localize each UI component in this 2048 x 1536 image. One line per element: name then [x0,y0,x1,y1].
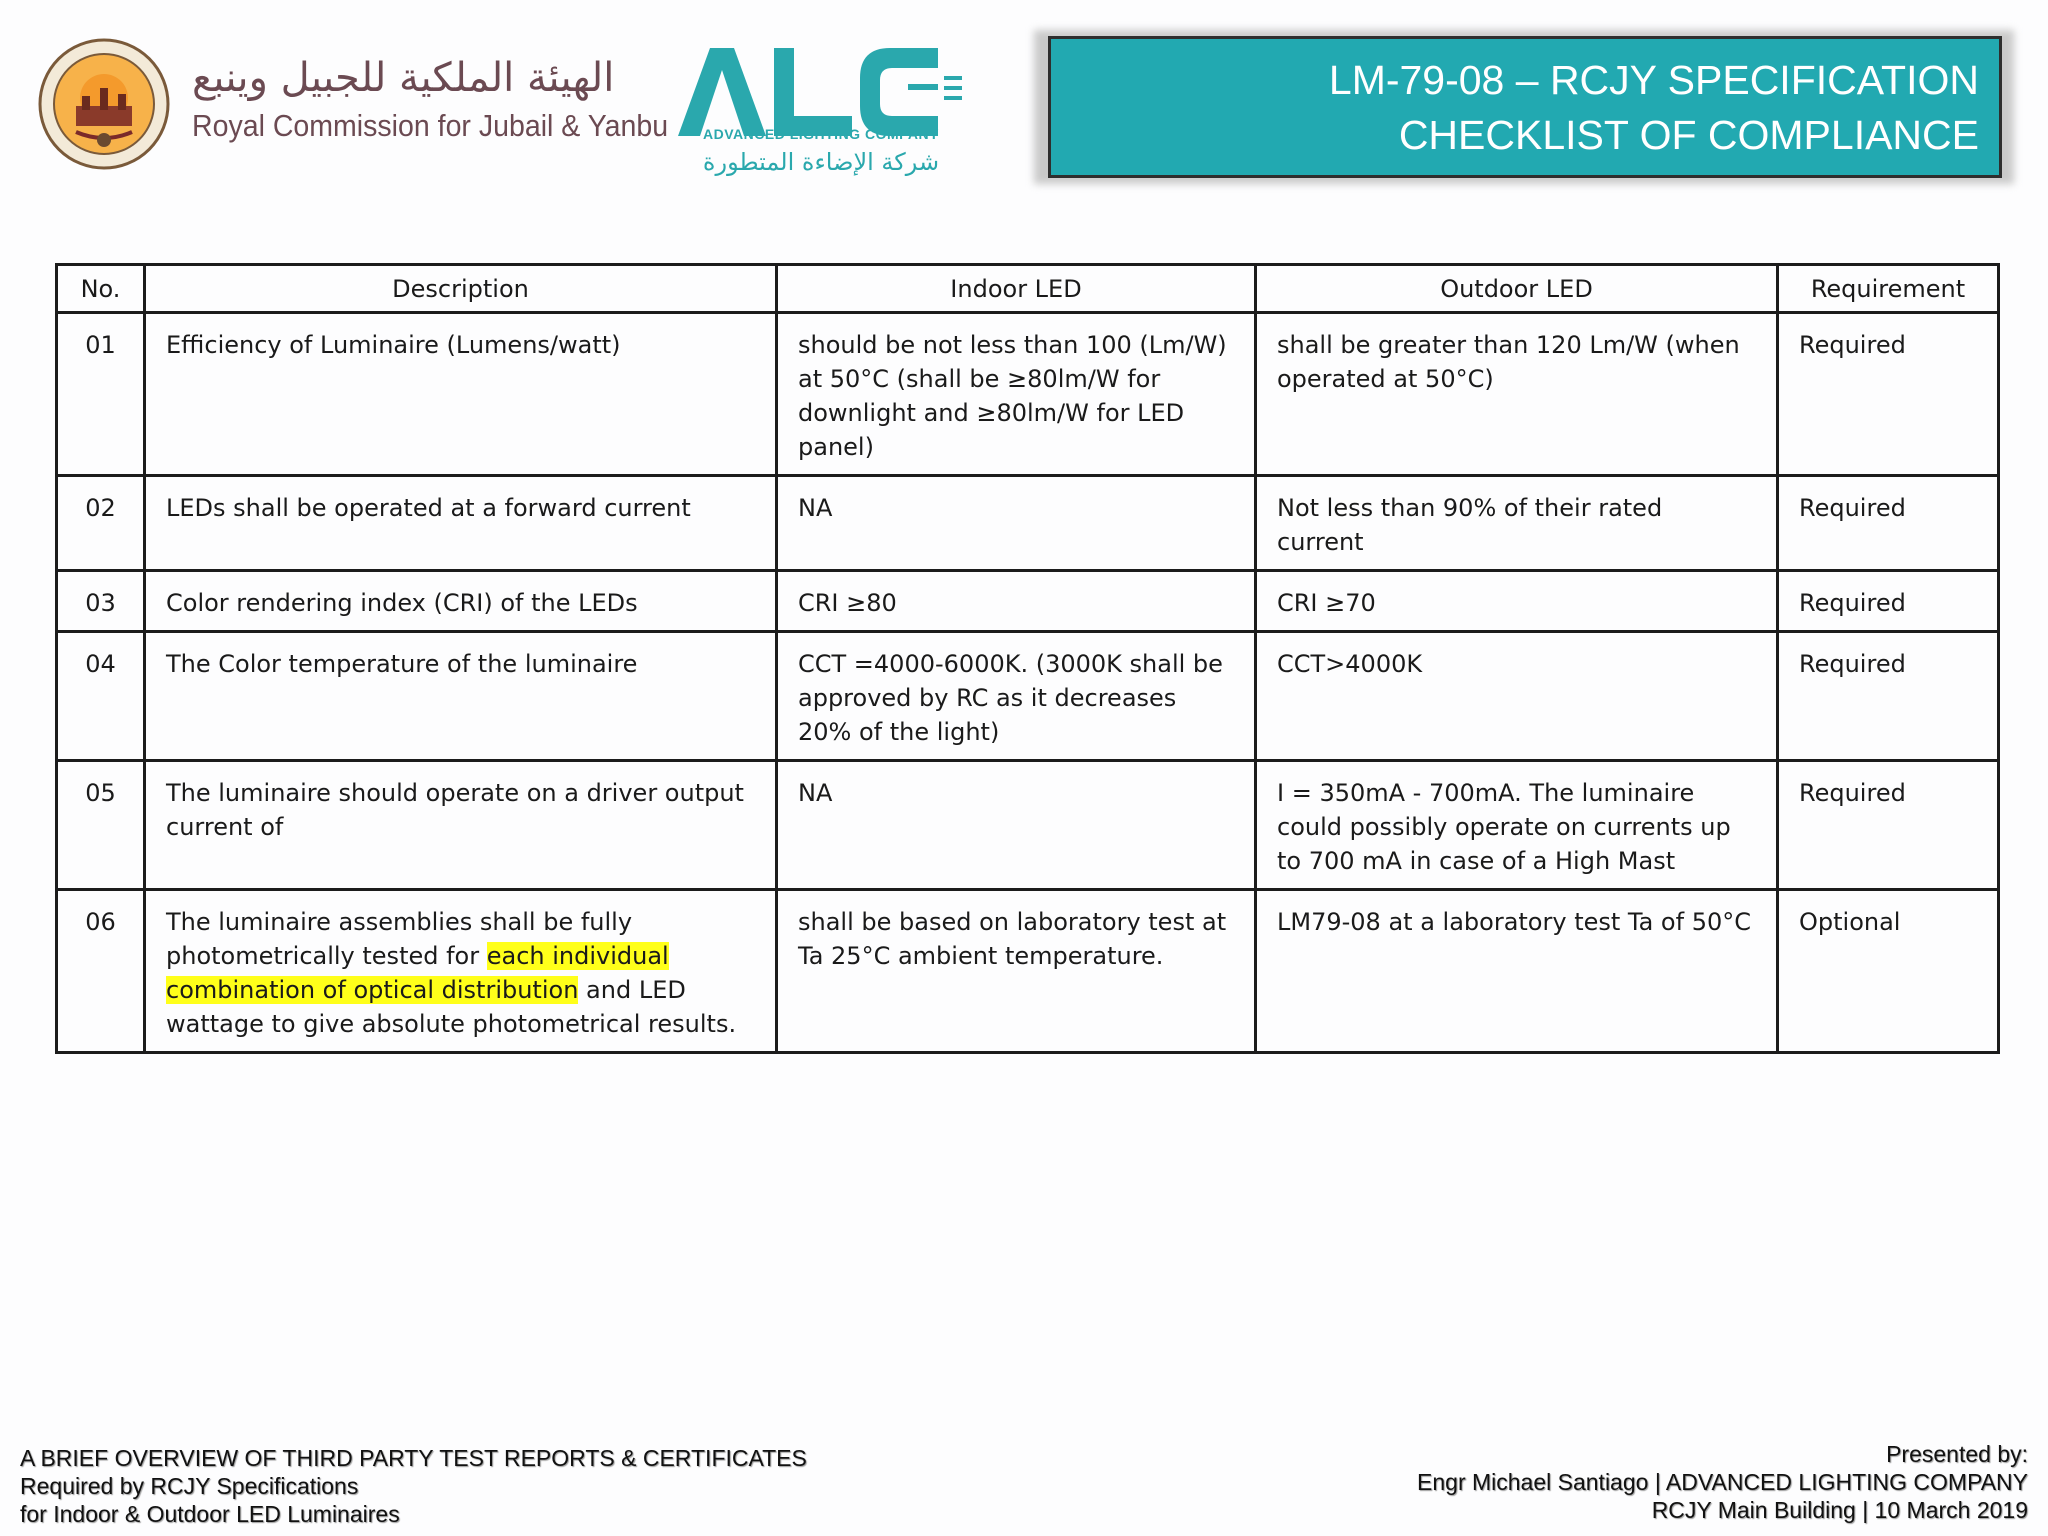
title-line-2: CHECKLIST OF COMPLIANCE [1398,112,1979,158]
row-number: 04 [57,632,145,761]
row-outdoor-led: CRI ≥70 [1256,571,1778,632]
table-header-row [57,265,1999,313]
row-description: The luminaire should operate on a driver output current of [145,761,777,890]
table-row [57,476,1999,571]
footer-presentation-info [20,1444,807,1528]
row-requirement: Required [1778,313,1999,476]
row-number: 03 [57,571,145,632]
page-title [1048,36,2002,178]
row-requirement: Required [1778,476,1999,571]
row-outdoor-led: CCT>4000K [1256,632,1778,761]
royal-commission-name [192,52,669,146]
header-description: Description [145,265,777,313]
row-indoor-led: NA [777,476,1256,571]
alc-arabic-name: شركة الإضاءة المتطورة [702,148,940,176]
row-number: 01 [57,313,145,476]
row-outdoor-led: I = 350mA - 700mA. The luminaire could possibly operate on currents up to 700 mA in case of a High Mast [1256,761,1778,890]
rc-arabic-name: الهيئة الملكية للجبيل وينبع [192,55,615,101]
row-requirement: Required [1778,632,1999,761]
row-outdoor-led: LM79-08 at a laboratory test Ta of 50°C [1256,890,1778,1053]
header-no: No. [57,265,145,313]
table-row [57,890,1999,1053]
row-description: LEDs shall be operated at a forward current [145,476,777,571]
row-number: 02 [57,476,145,571]
table-row [57,761,1999,890]
row-indoor-led: NA [777,761,1256,890]
description-text: The luminaire assemblies shall be fully photometrically tested for [166,908,633,970]
row-outdoor-led: shall be greater than 120 Lm/W (when operated at 50°C) [1256,313,1778,476]
footer-right-line-1: Presented by: [1886,1441,2028,1467]
title-line-1: LM-79-08 – RCJY SPECIFICATION [1328,57,1979,103]
footer-presenter-info [1417,1440,2028,1524]
header-indoor-led: Indoor LED [777,265,1256,313]
rc-english-name: Royal Commission for Jubail & Yanbu [192,108,669,143]
alc-tagline: ADVANCED LIGHTING COMPANY [703,126,939,142]
row-requirement: Required [1778,761,1999,890]
footer-right-line-2: Engr Michael Santiago | ADVANCED LIGHTING COMPANY [1417,1469,2028,1495]
footer-left-line-3: for Indoor & Outdoor LED Luminaires [20,1501,400,1527]
row-requirement: Optional [1778,890,1999,1053]
row-indoor-led: shall be based on laboratory test at Ta 25°C ambient temperature. [777,890,1256,1053]
row-indoor-led: CCT =4000-6000K. (3000K shall be approved by RC as it decreases 20% of the light) [777,632,1256,761]
row-indoor-led: CRI ≥80 [777,571,1256,632]
table-row [57,313,1999,476]
row-indoor-led: should be not less than 100 (Lm/W) at 50°C (shall be ≥80lm/W for downlight and ≥80lm/W for LED panel) [777,313,1256,476]
row-outdoor-led: Not less than 90% of their rated current [1256,476,1778,571]
footer-right-line-3: RCJY Main Building | 10 March 2019 [1651,1497,2028,1523]
row-description: Efficiency of Luminaire (Lumens/watt) [145,313,777,476]
row-description: The Color temperature of the luminaire [145,632,777,761]
description-text: and LED wattage to give absolute photometrical results. [166,976,737,1038]
footer-left-line-2: Required by RCJY Specifications [20,1473,359,1499]
row-number: 05 [57,761,145,890]
header-outdoor-led: Outdoor LED [1256,265,1778,313]
row-description: Color rendering index (CRI) of the LEDs [145,571,777,632]
table-row [57,571,1999,632]
row-number: 06 [57,890,145,1053]
table-row [57,632,1999,761]
compliance-table [55,263,2000,1054]
royal-commission-seal-icon [36,36,172,172]
row-description [145,890,777,1053]
header-requirement: Requirement [1778,265,1999,313]
highlighted-text: each individual combination of optical distribution [166,942,669,1004]
footer-left-line-1: A BRIEF OVERVIEW OF THIRD PARTY TEST REPORTS & CERTIFICATES [20,1445,807,1471]
row-requirement: Required [1778,571,1999,632]
